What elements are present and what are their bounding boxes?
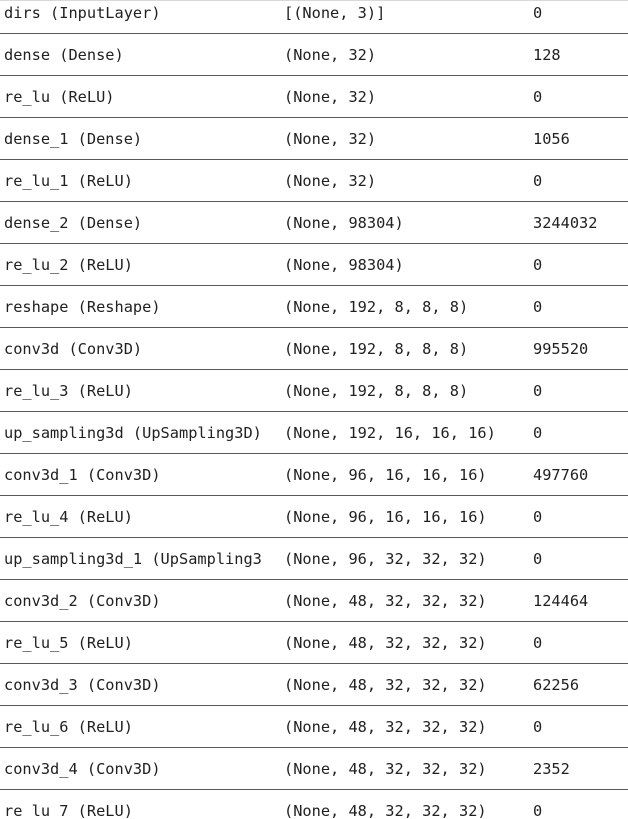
output-shape-cell: (None, 192, 8, 8, 8)	[284, 298, 469, 316]
param-count-cell: 0	[533, 634, 543, 652]
output-shape-cell: (None, 32)	[284, 130, 377, 148]
table-row	[0, 286, 628, 328]
layer-name-cell: re_lu (ReLU)	[4, 88, 115, 106]
table-row	[0, 580, 628, 622]
param-count-cell: 0	[533, 256, 543, 274]
param-count-cell: 0	[533, 172, 543, 190]
param-count-cell: 1056	[533, 130, 570, 148]
table-row	[0, 748, 628, 790]
output-shape-cell: (None, 192, 8, 8, 8)	[284, 340, 469, 358]
param-count-cell: 0	[533, 424, 543, 442]
output-shape-cell: (None, 192, 8, 8, 8)	[284, 382, 469, 400]
output-shape-cell: (None, 98304)	[284, 256, 404, 274]
param-count-cell: 0	[533, 88, 543, 106]
output-shape-cell: (None, 48, 32, 32, 32)	[284, 802, 487, 819]
output-shape-cell: (None, 96, 16, 16, 16)	[284, 508, 487, 526]
param-count-cell: 995520	[533, 340, 589, 358]
param-count-cell: 0	[533, 298, 543, 316]
layer-name-cell: re_lu_4 (ReLU)	[4, 508, 133, 526]
layer-name-cell: dense (Dense)	[4, 46, 124, 64]
layer-name-cell: conv3d_1 (Conv3D)	[4, 466, 161, 484]
param-count-cell: 0	[533, 4, 543, 22]
output-shape-cell: (None, 98304)	[284, 214, 404, 232]
param-count-cell: 0	[533, 802, 543, 819]
output-shape-cell: (None, 32)	[284, 46, 377, 64]
layer-name-cell: re_lu_3 (ReLU)	[4, 382, 133, 400]
output-shape-cell: (None, 32)	[284, 88, 377, 106]
layer-name-cell: dirs (InputLayer)	[4, 4, 161, 22]
layer-name-cell: conv3d_4 (Conv3D)	[4, 760, 161, 778]
layer-name-cell: reshape (Reshape)	[4, 298, 161, 316]
output-shape-cell: (None, 48, 32, 32, 32)	[284, 634, 487, 652]
param-count-cell: 62256	[533, 676, 580, 694]
layer-name-cell: re_lu_1 (ReLU)	[4, 172, 133, 190]
param-count-cell: 497760	[533, 466, 589, 484]
param-count-cell: 0	[533, 508, 543, 526]
output-shape-cell: (None, 32)	[284, 172, 377, 190]
output-shape-cell: (None, 48, 32, 32, 32)	[284, 718, 487, 736]
table-row	[0, 622, 628, 664]
layer-name-cell: re_lu_7 (ReLU)	[4, 802, 133, 819]
table-row	[0, 370, 628, 412]
output-shape-cell: (None, 48, 32, 32, 32)	[284, 592, 487, 610]
table-row	[0, 454, 628, 496]
table-row	[0, 76, 628, 118]
table-row	[0, 538, 628, 580]
table-row	[0, 244, 628, 286]
param-count-cell: 128	[533, 46, 561, 64]
param-count-cell: 0	[533, 550, 543, 568]
param-count-cell: 0	[533, 382, 543, 400]
output-shape-cell: (None, 48, 32, 32, 32)	[284, 676, 487, 694]
layer-name-cell: conv3d_3 (Conv3D)	[4, 676, 161, 694]
table-row	[0, 202, 628, 244]
output-shape-cell: (None, 192, 16, 16, 16)	[284, 424, 496, 442]
param-count-cell: 124464	[533, 592, 589, 610]
table-row	[0, 160, 628, 202]
table-row	[0, 0, 628, 34]
layer-name-cell: dense_1 (Dense)	[4, 130, 143, 148]
param-count-cell: 3244032	[533, 214, 598, 232]
table-row	[0, 706, 628, 748]
layer-name-cell: re_lu_6 (ReLU)	[4, 718, 133, 736]
table-row	[0, 412, 628, 454]
table-row	[0, 496, 628, 538]
output-shape-cell: (None, 48, 32, 32, 32)	[284, 760, 487, 778]
layer-name-cell: up_sampling3d_1 (UpSampling3	[4, 550, 262, 568]
layer-name-cell: dense_2 (Dense)	[4, 214, 143, 232]
layer-name-cell: conv3d_2 (Conv3D)	[4, 592, 161, 610]
layer-name-cell: conv3d (Conv3D)	[4, 340, 143, 358]
output-shape-cell: (None, 96, 32, 32, 32)	[284, 550, 487, 568]
table-row	[0, 34, 628, 76]
layer-name-cell: up_sampling3d (UpSampling3D)	[4, 424, 262, 442]
table-row	[0, 664, 628, 706]
layer-name-cell: re_lu_5 (ReLU)	[4, 634, 133, 652]
param-count-cell: 2352	[533, 760, 570, 778]
table-row	[0, 328, 628, 370]
param-count-cell: 0	[533, 718, 543, 736]
output-shape-cell: (None, 96, 16, 16, 16)	[284, 466, 487, 484]
output-shape-cell: [(None, 3)]	[284, 4, 386, 22]
layer-name-cell: re_lu_2 (ReLU)	[4, 256, 133, 274]
table-row	[0, 118, 628, 160]
table-row	[0, 790, 628, 819]
